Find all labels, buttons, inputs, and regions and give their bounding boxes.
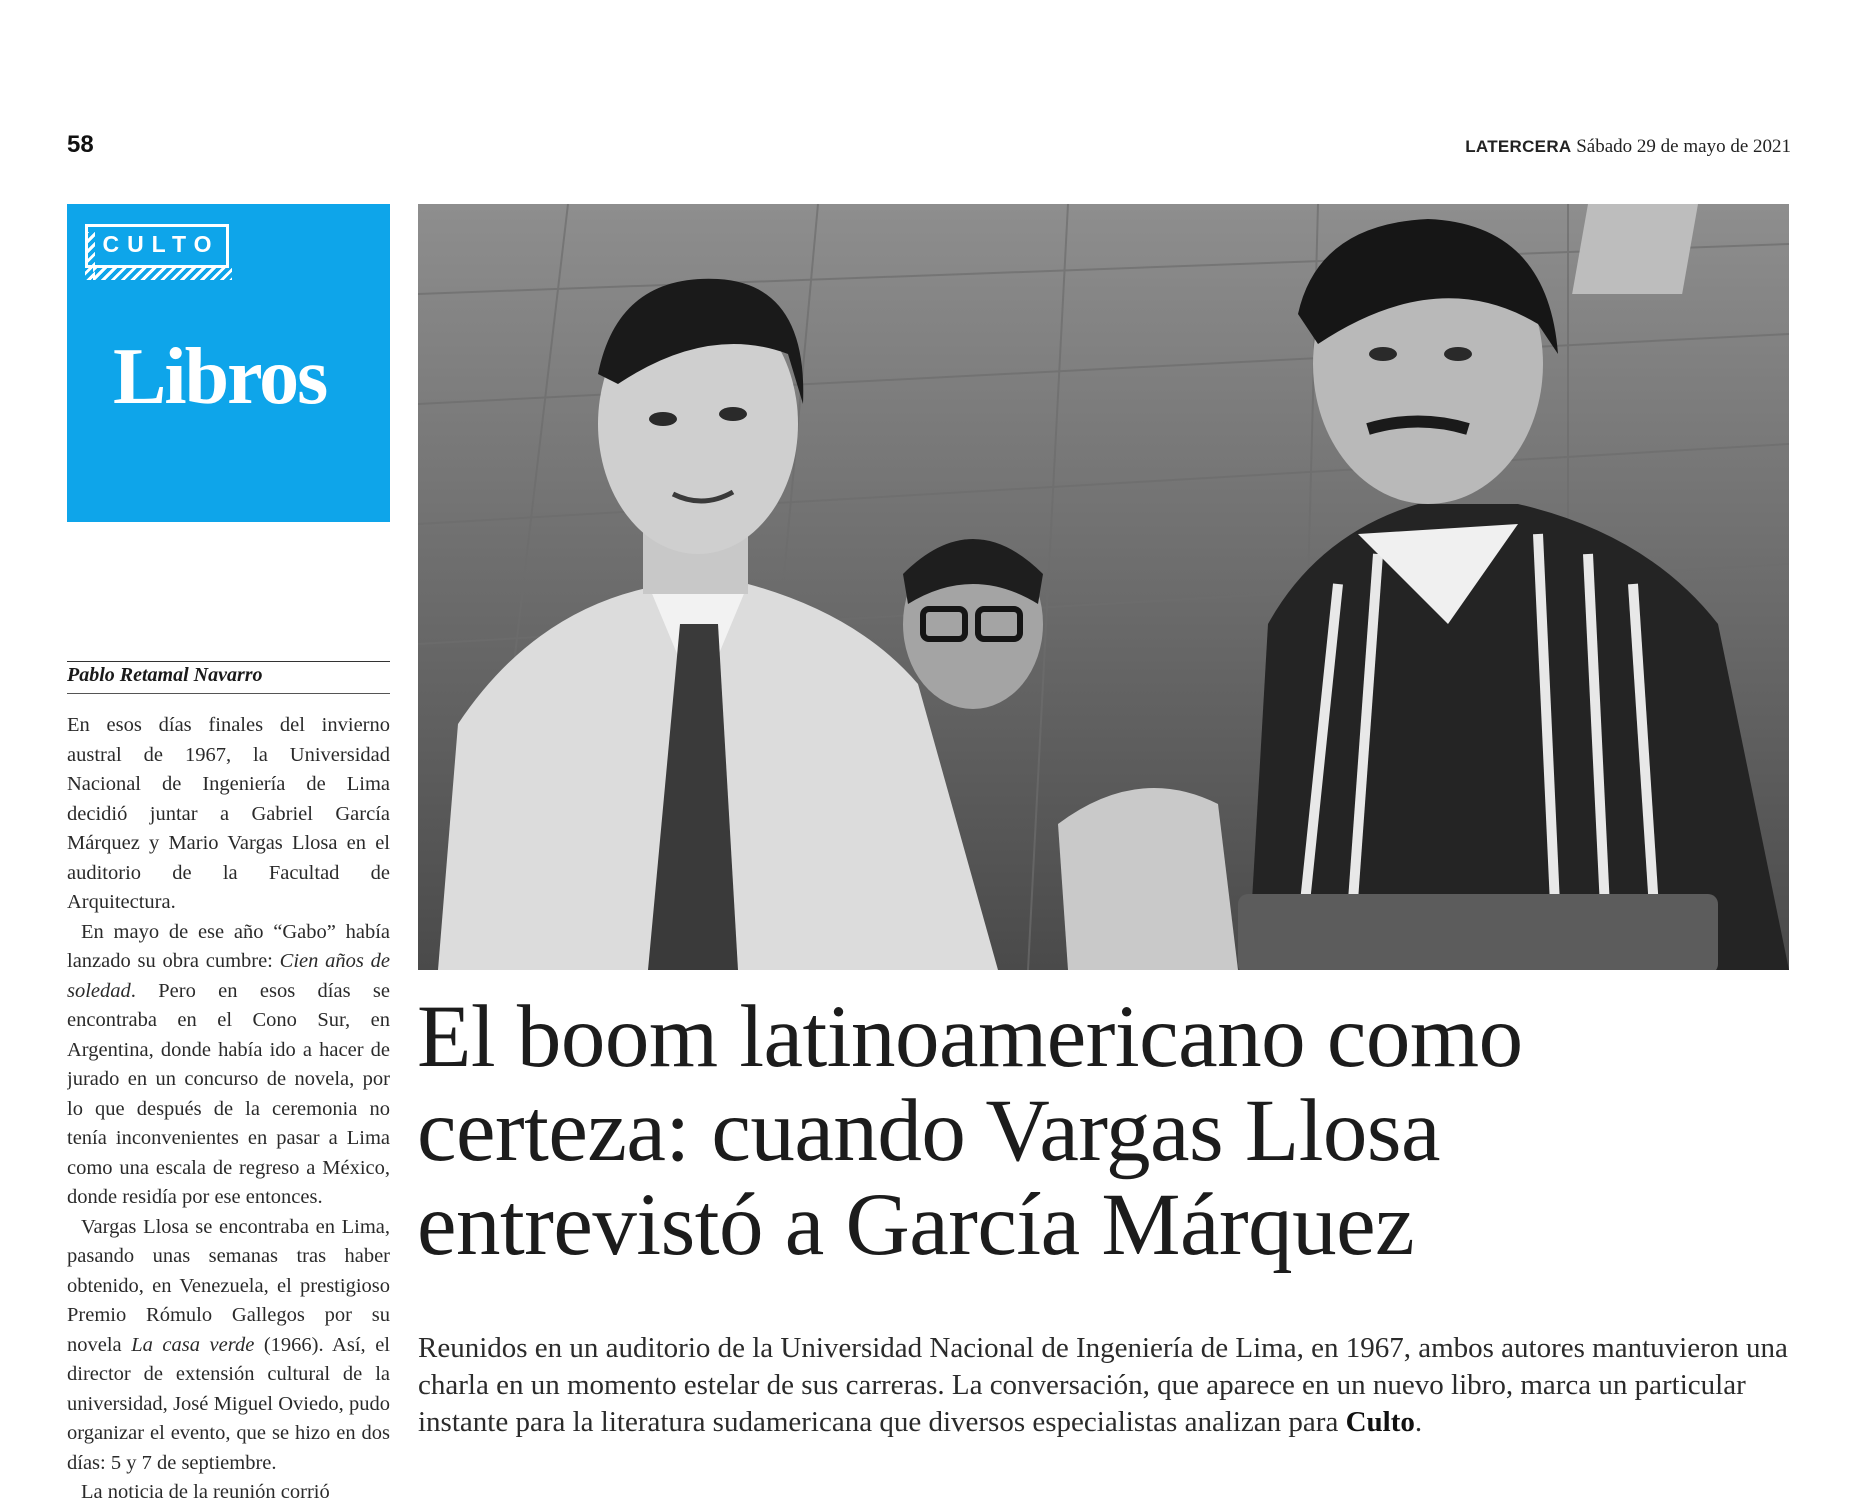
page-number: 58 <box>67 131 94 158</box>
body-paragraph <box>67 918 390 1213</box>
section-box <box>67 204 390 522</box>
book-title: Cien años de soledad <box>67 950 390 1002</box>
newspaper-brand: LATERCERA <box>1465 137 1572 156</box>
logo-text: CULTO <box>102 231 220 257</box>
body-paragraph <box>67 1213 390 1479</box>
culto-logo <box>85 224 235 286</box>
byline: Pablo Retamal Navarro <box>67 664 390 694</box>
book-title: La casa verde <box>131 1333 255 1356</box>
deck-end: . <box>1414 1406 1423 1438</box>
paragraph-text: . Pero en esos días se encontraba en el Cono Sur, en Argentina, donde había ido a hacer de jurado en un concurso de novela, por lo que después de la ceremonia no tenía inconvenientes en pasar a Lima como una escala de regreso a México, donde residía por ese entonces. <box>67 979 390 1208</box>
photo-illustration <box>418 204 1789 970</box>
paragraph-text: En mayo de ese año “Gabo” había lanzado su obra cumbre: <box>67 920 390 972</box>
article-body <box>67 711 390 1511</box>
paragraph-text: (1966). Así, el director de extensión cultural de la universidad, José Miguel Oviedo, pudo organizar el evento, que se hizo en dos días: 5 y 7 de septiembre. <box>67 1333 390 1474</box>
article-photo <box>418 204 1789 970</box>
issue-date: Sábado 29 de mayo de 2021 <box>1576 136 1791 157</box>
paragraph-text: Vargas Llosa se encontraba en Lima, pasando unas semanas tras haber obtenido, en Venezuela, el prestigioso Premio Rómulo Gallegos por su novela <box>67 1215 390 1356</box>
body-paragraph <box>67 1478 390 1508</box>
deck-text: Reunidos en un auditorio de la Universidad Nacional de Ingeniería de Lima, en 1967, ambos autores mantuvieron una charla en un momento estelar de sus carreras. La conversación, que aparece en un nuevo libro, marca un particular instante para la literatura sudamericana que diversos especialistas analizan para <box>418 1332 1788 1438</box>
paragraph-text: En esos días finales del invierno austral de 1967, la Universidad Nacional de Ingeniería de Lima decidió juntar a Gabriel García Márquez y Mario Vargas Llosa en el auditorio de la Facultad de Arquitectura. <box>67 714 390 913</box>
body-paragraph <box>67 711 390 918</box>
article-deck <box>418 1330 1793 1441</box>
deck-section-name: Culto <box>1345 1406 1415 1438</box>
byline-rule <box>67 661 390 662</box>
paragraph-text: La noticia de la reunión corrió <box>81 1481 330 1503</box>
masthead <box>1465 136 1791 158</box>
logo-hatch-bottom <box>93 268 232 280</box>
article-headline: El boom latinoamericano como certeza: cuando Vargas Llosa entrevistó a García Márquez <box>417 988 1523 1274</box>
section-title: Libros <box>113 333 327 421</box>
